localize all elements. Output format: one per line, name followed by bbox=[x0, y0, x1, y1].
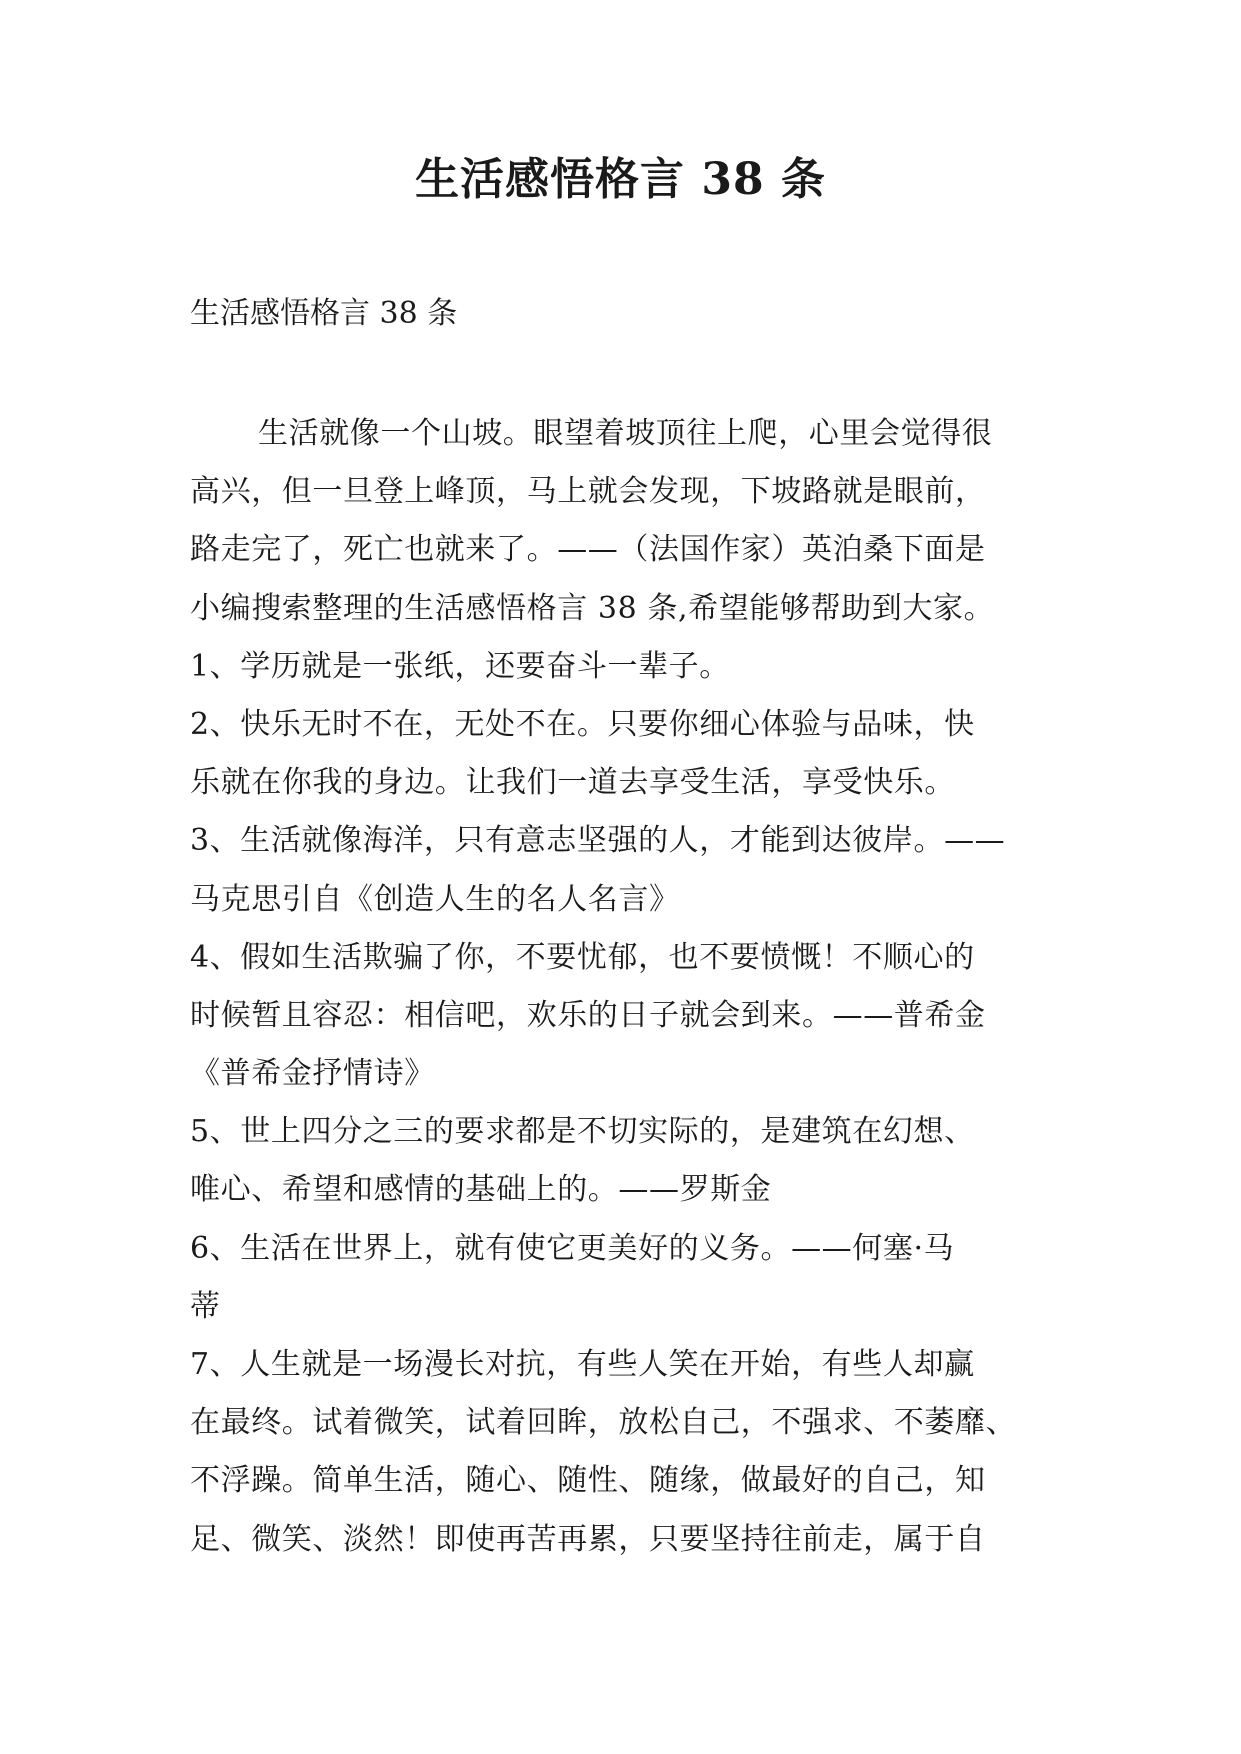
document-body bbox=[190, 405, 1070, 1569]
text-line: 马克思引自《创造人生的名人名言》 bbox=[190, 881, 680, 917]
text-line: 足、微笑、淡然！即使再苦再累，只要坚持往前走，属于自 bbox=[190, 1521, 986, 1557]
text-line: 小编搜索整理的生活感悟格言 38 条,希望能够帮助到大家。 bbox=[190, 590, 995, 626]
text-line: 6、生活在世界上，就有使它更美好的义务。——何塞·马 bbox=[190, 1230, 955, 1266]
text-line: 时候暂且容忍：相信吧，欢乐的日子就会到来。——普希金 bbox=[190, 997, 986, 1033]
text-line: 1、学历就是一张纸，还要奋斗一辈子。 bbox=[190, 648, 730, 684]
text-line: 生活就像一个山坡。眼望着坡顶往上爬，心里会觉得很 bbox=[258, 416, 993, 451]
text-line: 不浮躁。简单生活，随心、随性、随缘，做最好的自己，知 bbox=[190, 1463, 986, 1499]
text-line: 7、人生就是一场漫长对抗，有些人笑在开始，有些人却赢 bbox=[190, 1347, 975, 1382]
text-line: 在最终。试着微笑，试着回眸，放松自己，不强求、不萎靡、 bbox=[190, 1405, 1017, 1441]
text-line: 乐就在你我的身边。让我们一道去享受生活，享受快乐。 bbox=[190, 765, 955, 801]
document-subtitle: 生活感悟格言 38 条 bbox=[190, 296, 458, 331]
text-line: 5、世上四分之三的要求都是不切实际的，是建筑在幻想、 bbox=[190, 1114, 975, 1150]
text-line: 2、快乐无时不在，无处不在。只要你细心体验与品味，快 bbox=[190, 706, 975, 742]
text-line: 《普希金抒情诗》 bbox=[190, 1056, 435, 1092]
text-line: 路走完了，死亡也就来了。——（法国作家）英泊桑下面是 bbox=[190, 532, 986, 568]
text-line: 蒂 bbox=[190, 1288, 221, 1324]
document-title: 生活感悟格言 38 条 bbox=[415, 154, 826, 205]
text-line: 高兴，但一旦登上峰顶，马上就会发现，下坡路就是眼前， bbox=[190, 474, 986, 510]
text-line: 3、生活就像海洋，只有意志坚强的人，才能到达彼岸。—— bbox=[190, 823, 1006, 859]
text-line: 4、假如生活欺骗了你，不要忧郁，也不要愤慨！不顺心的 bbox=[190, 939, 975, 975]
text-line: 唯心、希望和感情的基础上的。——罗斯金 bbox=[190, 1172, 772, 1208]
